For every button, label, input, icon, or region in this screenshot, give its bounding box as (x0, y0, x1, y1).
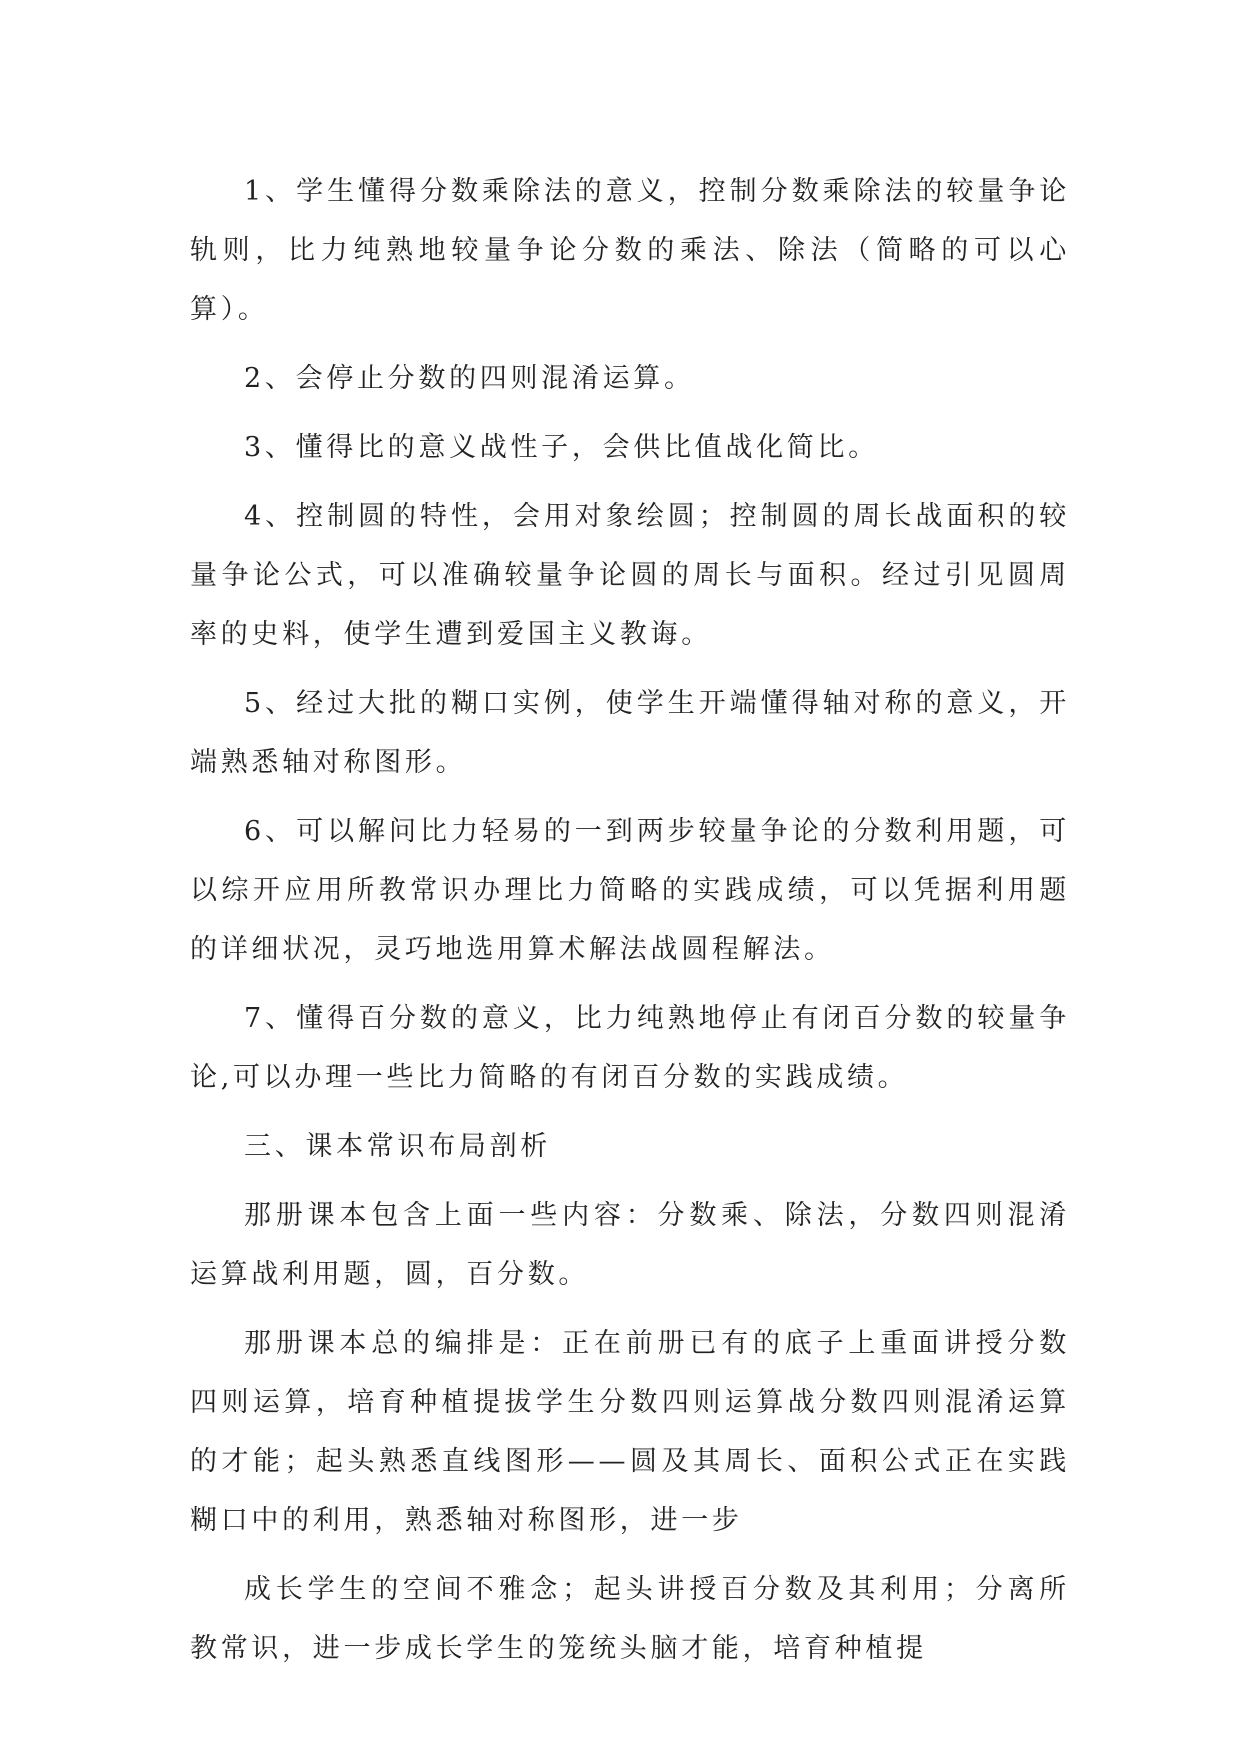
paragraph-objective-6: 6、可以解问比力轻易的一到两步较量争论的分数利用题，可以综开应用所教常识办理比力简略的实践成绩，可以凭据利用题的详细状况，灵巧地选用算术解法战圆程解法。 (190, 816, 1070, 965)
paragraph-content-overview: 那册课本包含上面一些内容：分数乘、除法，分数四则混淆运算战利用题，圆，百分数。 (190, 1200, 1070, 1290)
paragraph-objective-7: 7、懂得百分数的意义，比力纯熟地停止有闭百分数的较量争论,可以办理一些比力简略的有闭百分数的实践成绩。 (190, 1003, 1070, 1093)
paragraph-arrangement: 那册课本总的编排是：正在前册已有的底子上重面讲授分数四则运算，培育种植提拔学生分数四则运算战分数四则混淆运算的才能；起头熟悉直线图形——圆及其周长、面积公式正在实践糊口中的利用，熟悉轴对称图形，进一步 (190, 1328, 1070, 1536)
paragraph-objective-4: 4、控制圆的特性，会用对象绘圆；控制圆的周长战面积的较量争论公式，可以准确较量争论圆的周长与面积。经过引见圆周率的史料，使学生遭到爱国主义教诲。 (190, 501, 1070, 650)
section-heading: 三、课本常识布局剖析 (244, 1131, 551, 1162)
document-body (190, 162, 1070, 1688)
paragraph-objective-2: 2、会停止分数的四则混淆运算。 (244, 363, 695, 394)
paragraph-objective-1: 1、学生懂得分数乘除法的意义，控制分数乘除法的较量争论轨则，比力纯熟地较量争论分数的乘法、除法（简略的可以心算）。 (190, 176, 1070, 325)
paragraph-objective-3: 3、懂得比的意义战性子，会供比值战化简比。 (244, 432, 879, 463)
paragraph-objective-5: 5、经过大批的糊口实例，使学生开端懂得轴对称的意义，开端熟悉轴对称图形。 (190, 688, 1070, 778)
paragraph-arrangement-continued: 成长学生的空间不雅念；起头讲授百分数及其利用；分离所教常识，进一步成长学生的笼统头脑才能，培育种植提 (190, 1574, 1070, 1664)
